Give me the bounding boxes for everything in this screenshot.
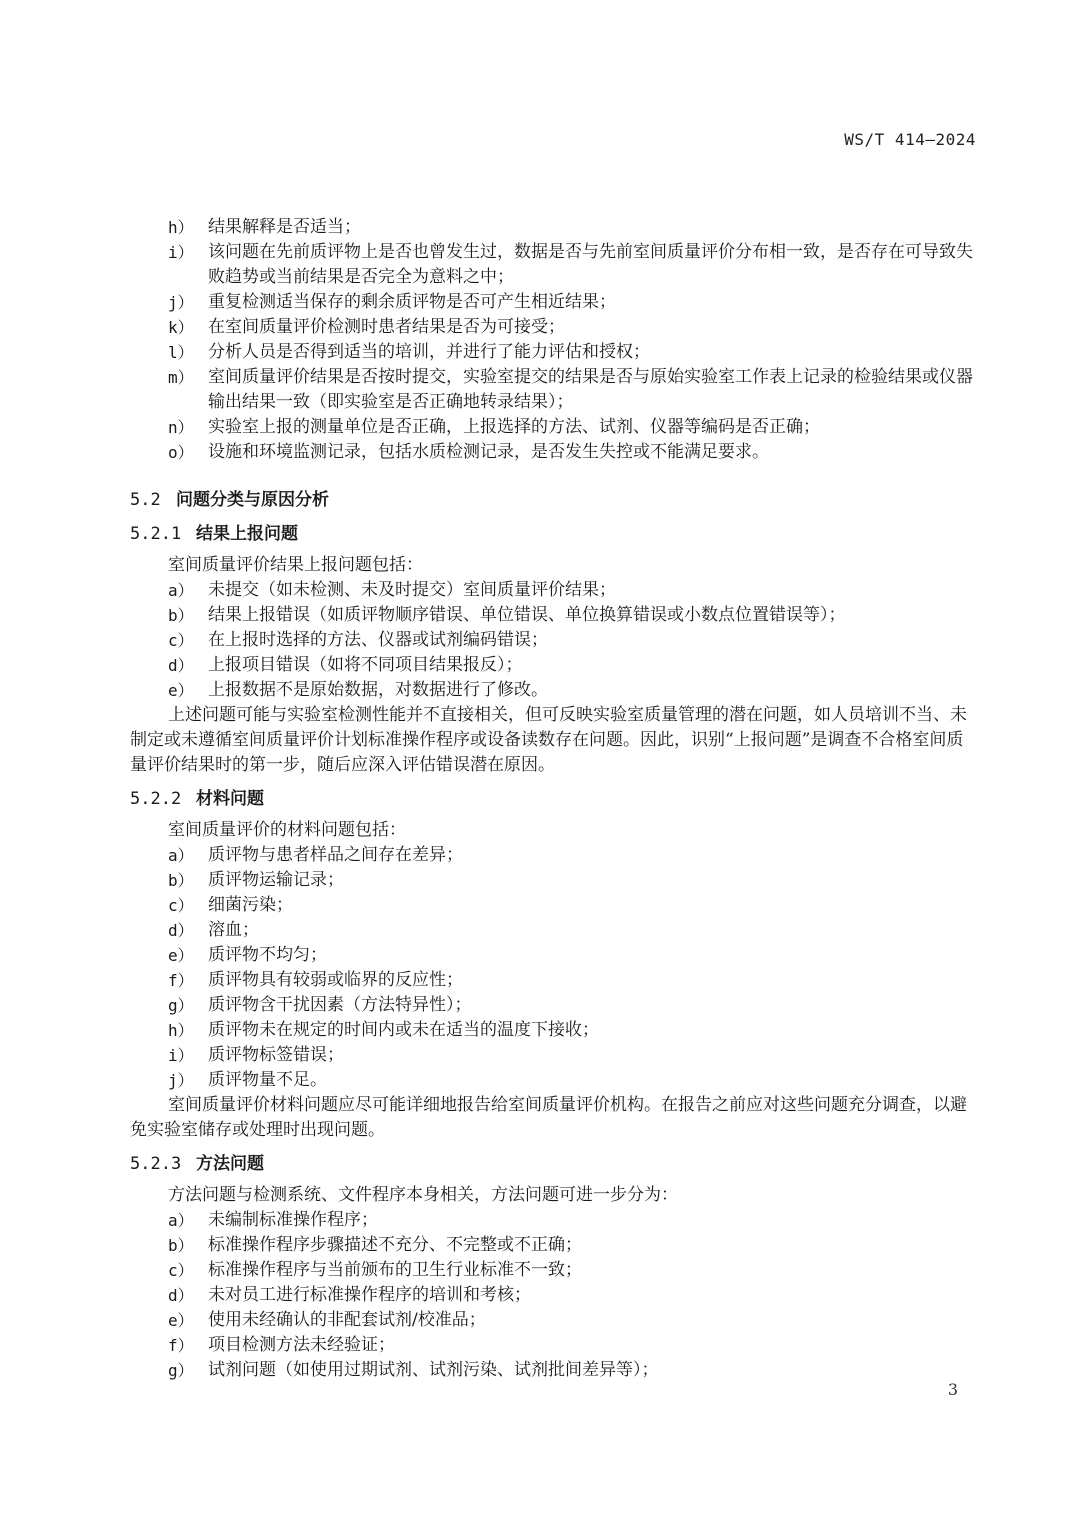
list-item-text: 标准操作程序步骤描述不充分、不完整或不正确； bbox=[208, 1235, 582, 1255]
list-item bbox=[0, 628, 978, 653]
list-item-text: 实验室上报的测量单位是否正确，上报选择的方法、试剂、仪器等编码是否正确； bbox=[208, 417, 820, 437]
list-item-text: 质评物与患者样品之间存在差异； bbox=[208, 845, 463, 865]
list-item-text: 室间质量评价结果是否按时提交，实验室提交的结果是否与原始实验室工作表上记录的检验结果或仪器输出结果一致（即实验室是否正确地转录结果）； bbox=[208, 367, 973, 412]
list-item-text: 质评物具有较弱或临界的反应性； bbox=[208, 970, 463, 990]
section-title: 方法问题 bbox=[196, 1154, 264, 1174]
list-item-text: 在室间质量评价检测时患者结果是否为可接受； bbox=[208, 317, 565, 337]
list-item-text: 重复检测适当保存的剩余质评物是否可产生相近结果； bbox=[208, 292, 616, 312]
list-item bbox=[0, 315, 978, 340]
list-item bbox=[0, 678, 978, 703]
list-item-text: 上报数据不是原始数据，对数据进行了修改。 bbox=[208, 680, 548, 700]
list-item bbox=[0, 653, 978, 678]
list-item bbox=[0, 1068, 978, 1093]
list-item bbox=[0, 240, 978, 290]
section-5-2-2-closing: 室间质量评价材料问题应尽可能详细地报告给室间质量评价机构。在报告之前应对这些问题充分调查，以避免实验室储存或处理时出现问题。 bbox=[130, 1095, 967, 1140]
section-5-2-1-list bbox=[0, 578, 1080, 703]
list-item-text: 质评物运输记录； bbox=[208, 870, 344, 890]
list-item bbox=[0, 868, 978, 893]
list-item-text: 质评物量不足。 bbox=[208, 1070, 327, 1090]
list-item-key: j） bbox=[168, 293, 194, 312]
section-5-2-3-intro: 方法问题与检测系统、文件程序本身相关，方法问题可进一步分为： bbox=[168, 1185, 678, 1205]
list-item bbox=[0, 1333, 978, 1358]
list-item-key: i） bbox=[168, 1046, 194, 1065]
page-body bbox=[0, 215, 1080, 1383]
section-title: 结果上报问题 bbox=[196, 524, 298, 544]
list-item-text: 质评物含干扰因素（方法特异性）； bbox=[208, 995, 472, 1015]
list-item-key: i） bbox=[168, 243, 194, 262]
list-item bbox=[0, 893, 978, 918]
list-item-text: 细菌污染； bbox=[208, 895, 293, 915]
section-5-2-1-heading bbox=[130, 522, 1080, 547]
page-number: 3 bbox=[947, 1380, 958, 1399]
list-item bbox=[0, 993, 978, 1018]
list-item-text: 结果解释是否适当； bbox=[208, 217, 361, 237]
section-number: 5.2.3 bbox=[130, 1154, 182, 1174]
list-item bbox=[0, 1283, 978, 1308]
top-list bbox=[0, 215, 1080, 465]
list-item-text: 项目检测方法未经验证； bbox=[208, 1335, 395, 1355]
list-item-key: d） bbox=[168, 1286, 194, 1305]
section-5-2-heading bbox=[130, 488, 1080, 513]
list-item-text: 标准操作程序与当前颁布的卫生行业标准不一致； bbox=[208, 1260, 582, 1280]
list-item-key: c） bbox=[168, 896, 194, 915]
section-number: 5.2 bbox=[130, 490, 161, 510]
list-item bbox=[0, 1208, 978, 1233]
list-item-text: 溶血； bbox=[208, 920, 259, 940]
list-item bbox=[0, 578, 978, 603]
list-item-key: g） bbox=[168, 1361, 194, 1380]
list-item bbox=[0, 1233, 978, 1258]
section-5-2-3-list bbox=[0, 1208, 1080, 1383]
list-item-key: j） bbox=[168, 1071, 194, 1090]
section-5-2-2-intro: 室间质量评价的材料问题包括： bbox=[168, 820, 406, 840]
list-item-text: 质评物不均匀； bbox=[208, 945, 327, 965]
list-item bbox=[0, 215, 978, 240]
list-item-text: 质评物标签错误； bbox=[208, 1045, 344, 1065]
list-item bbox=[0, 1043, 978, 1068]
list-item bbox=[0, 1018, 978, 1043]
list-item-key: b） bbox=[168, 871, 194, 890]
list-item-key: e） bbox=[168, 681, 194, 700]
section-title: 材料问题 bbox=[196, 789, 264, 809]
list-item-key: b） bbox=[168, 1236, 194, 1255]
list-item bbox=[0, 918, 978, 943]
list-item bbox=[0, 843, 978, 868]
section-number: 5.2.1 bbox=[130, 524, 182, 544]
list-item bbox=[0, 290, 978, 315]
section-5-2-3-heading bbox=[130, 1152, 1080, 1177]
list-item bbox=[0, 1258, 978, 1283]
list-item-key: d） bbox=[168, 656, 194, 675]
list-item-key: h） bbox=[168, 1021, 194, 1040]
list-item-key: a） bbox=[168, 1211, 194, 1230]
list-item-text: 该问题在先前质评物上是否也曾发生过，数据是否与先前室间质量评价分布相一致，是否存在可导致失败趋势或当前结果是否完全为意料之中； bbox=[208, 242, 973, 287]
section-title: 问题分类与原因分析 bbox=[176, 490, 329, 510]
list-item-key: m） bbox=[168, 368, 194, 387]
section-5-2-2-list bbox=[0, 843, 1080, 1093]
list-item-key: f） bbox=[168, 1336, 194, 1355]
list-item bbox=[0, 1308, 978, 1333]
list-item bbox=[0, 943, 978, 968]
list-item bbox=[0, 1358, 978, 1383]
list-item-key: h） bbox=[168, 218, 194, 237]
list-item-key: b） bbox=[168, 606, 194, 625]
section-5-2-1-closing: 上述问题可能与实验室检测性能并不直接相关，但可反映实验室质量管理的潜在问题，如人员培训不当、未制定或未遵循室间质量评价计划标准操作程序或设备读数存在问题。因此，识别“上报问题”是调查不合格室间质量评价结果时的第一步，随后应深入评估错误潜在原因。 bbox=[130, 705, 967, 775]
list-item bbox=[0, 340, 978, 365]
list-item bbox=[0, 440, 978, 465]
list-item-key: o） bbox=[168, 443, 194, 462]
list-item-text: 设施和环境监测记录，包括水质检测记录，是否发生失控或不能满足要求。 bbox=[208, 442, 769, 462]
list-item-key: f） bbox=[168, 971, 194, 990]
list-item-key: n） bbox=[168, 418, 194, 437]
list-item-text: 分析人员是否得到适当的培训，并进行了能力评估和授权； bbox=[208, 342, 650, 362]
list-item-text: 在上报时选择的方法、仪器或试剂编码错误； bbox=[208, 630, 548, 650]
list-item-key: l） bbox=[168, 343, 194, 362]
list-item-key: e） bbox=[168, 1311, 194, 1330]
list-item bbox=[0, 365, 978, 415]
list-item-text: 结果上报错误（如质评物顺序错误、单位错误、单位换算错误或小数点位置错误等）； bbox=[208, 605, 846, 625]
list-item-text: 未提交（如未检测、未及时提交）室间质量评价结果； bbox=[208, 580, 616, 600]
list-item-key: e） bbox=[168, 946, 194, 965]
list-item-key: k） bbox=[168, 318, 194, 337]
list-item-key: c） bbox=[168, 631, 194, 650]
section-5-2-1-intro: 室间质量评价结果上报问题包括： bbox=[168, 555, 423, 575]
list-item-key: g） bbox=[168, 996, 194, 1015]
list-item bbox=[0, 968, 978, 993]
section-number: 5.2.2 bbox=[130, 789, 182, 809]
list-item-text: 质评物未在规定的时间内或未在适当的温度下接收； bbox=[208, 1020, 599, 1040]
list-item-key: a） bbox=[168, 846, 194, 865]
document-code: WS/T 414—2024 bbox=[844, 130, 976, 149]
list-item-text: 未对员工进行标准操作程序的培训和考核； bbox=[208, 1285, 531, 1305]
list-item bbox=[0, 603, 978, 628]
list-item-key: a） bbox=[168, 581, 194, 600]
list-item-text: 试剂问题（如使用过期试剂、试剂污染、试剂批间差异等）； bbox=[208, 1360, 659, 1380]
list-item-text: 未编制标准操作程序； bbox=[208, 1210, 378, 1230]
list-item-text: 使用未经确认的非配套试剂/校准品； bbox=[208, 1310, 486, 1330]
section-5-2-2-heading bbox=[130, 787, 1080, 812]
list-item-text: 上报项目错误（如将不同项目结果报反）； bbox=[208, 655, 523, 675]
list-item bbox=[0, 415, 978, 440]
list-item-key: d） bbox=[168, 921, 194, 940]
list-item-key: c） bbox=[168, 1261, 194, 1280]
